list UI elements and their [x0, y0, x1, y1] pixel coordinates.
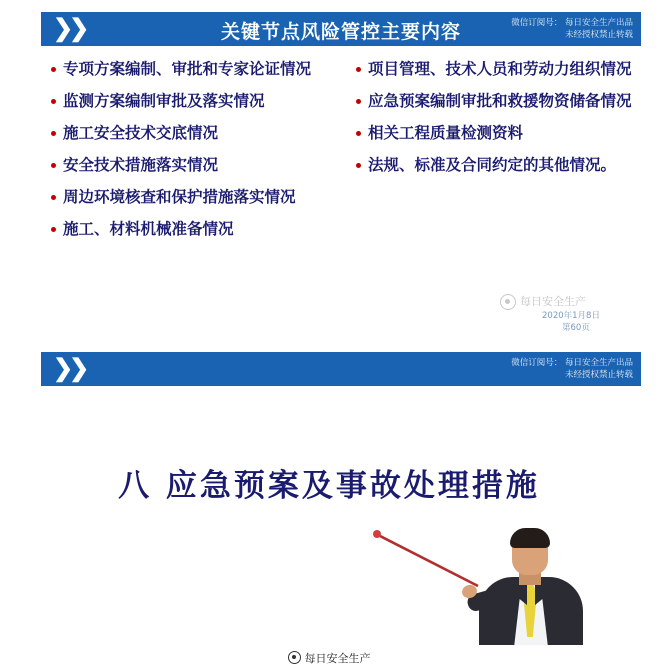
wechat-footer [0, 649, 658, 666]
slide1-header-banner [41, 12, 641, 46]
list-item: 监测方案编制审批及落实情况 [49, 90, 338, 113]
list-item: 周边环境核查和保护措施落实情况 [49, 186, 338, 209]
slide2-header-banner [41, 352, 641, 386]
list-item: 专项方案编制、审批和专家论证情况 [49, 58, 338, 81]
left-bullet-column [41, 58, 346, 308]
slide-date: 2020年1月8日 [542, 311, 600, 321]
list-item: 法规、标准及合同约定的其他情况。 [354, 154, 633, 177]
list-item: 施工、材料机械准备情况 [49, 218, 338, 241]
seal-label: 每日安全生产 [520, 295, 586, 308]
presenter-hair [510, 528, 550, 548]
double-chevron-right-icon: ❯❯ [53, 355, 86, 382]
list-item: 施工安全技术交底情况 [49, 122, 338, 145]
slide2-watermark [511, 357, 633, 381]
wechat-seal-icon [500, 294, 516, 310]
slide1-seal-block [492, 290, 642, 334]
right-bullet-column [346, 58, 641, 308]
watermark-line-1: 微信订阅号： 每日安全生产出品 [511, 18, 633, 28]
list-item: 应急预案编制审批和救援物资储备情况 [354, 90, 633, 113]
wechat-footer-label: 每日安全生产 [304, 652, 371, 665]
slide1-watermark [511, 17, 633, 41]
slide1-title: 关键节点风险管控主要内容 [220, 21, 461, 43]
watermark-line-1: 微信订阅号： 每日安全生产出品 [511, 358, 633, 368]
slide-emergency-plan-section [0, 340, 658, 670]
list-item: 项目管理、技术人员和劳动力组织情况 [354, 58, 633, 81]
pointer-stick-icon [370, 530, 482, 590]
presenter-with-pointer-icon [465, 525, 595, 645]
slide1-content-columns [41, 58, 641, 308]
page-number: 第60页 [562, 323, 590, 333]
wechat-logo-icon [288, 651, 301, 664]
list-item: 相关工程质量检测资料 [354, 122, 633, 145]
watermark-line-2: 未经授权禁止转载 [564, 370, 633, 380]
section-title: 八 应急预案及事故处理措施 [118, 468, 540, 504]
watermark-line-2: 未经授权禁止转载 [564, 30, 633, 40]
double-chevron-right-icon: ❯❯ [53, 15, 86, 42]
list-item: 安全技术措施落实情况 [49, 154, 338, 177]
